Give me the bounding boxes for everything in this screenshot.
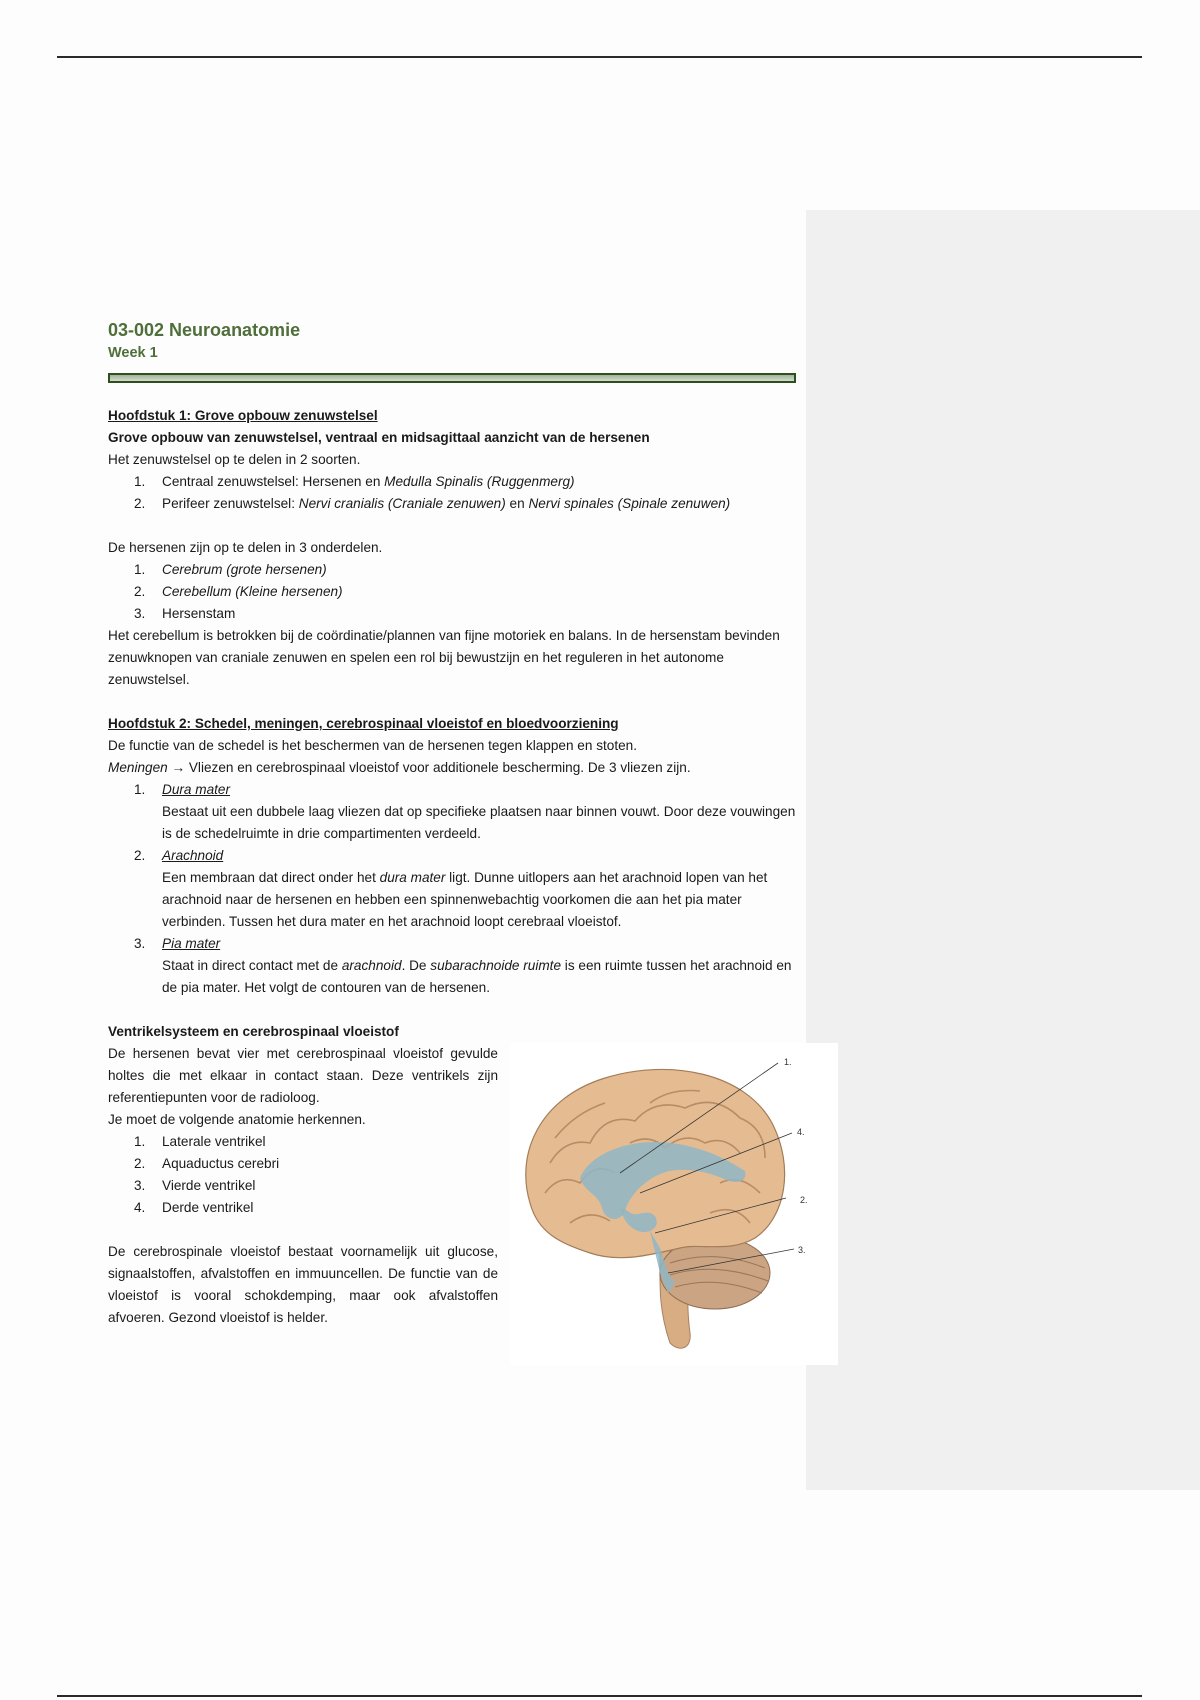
- ventricle-para1: De hersenen bevat vier met cerebrospinaal vloeistof gevulde holtes die met elkaar in contact staan. Deze ventrikels zijn referentiepunten voor de radioloog.: [108, 1046, 498, 1105]
- list-item: 1. Laterale ventrikel: [134, 1134, 266, 1149]
- list-item: 3. Pia mater Staat in direct contact met de arachnoid. De subarachnoide ruimte is een ruimte tussen het arachnoid en de pia mater. Het volgt de contouren van de hersenen.: [134, 936, 792, 995]
- list-item: 1. Cerebrum (grote hersenen): [134, 562, 327, 577]
- document-subtitle: Week 1: [108, 345, 158, 361]
- figure-label-4: 4.: [797, 1127, 805, 1137]
- figure-label-1: 1.: [784, 1057, 792, 1067]
- ventricle-list: [108, 1131, 498, 1219]
- list-item: 2. Aquaductus cerebri: [134, 1156, 280, 1171]
- list-item: 3. Vierde ventrikel: [134, 1178, 256, 1193]
- list-item: 2. Arachnoid Een membraan dat direct onder het dura mater ligt. Dunne uitlopers aan het arachnoid lopen van het arachnoid naar de hersenen en hebben een spinnenwebachtig voorkomen die aan het pia mater verbinden. Tussen het dura mater en het arachnoid loopt cerebraal vloeistof.: [134, 848, 768, 929]
- list-item: 2. Cerebellum (Kleine hersenen): [134, 584, 343, 599]
- document-body: [108, 317, 808, 1363]
- header-rule: [57, 56, 1142, 58]
- list-item: 2. Perifeer zenuwstelsel: Nervi cranialis (Craniale zenuwen) en Nervi spinales (Spinale zenuwen): [134, 496, 731, 511]
- chapter2-heading: Hoofdstuk 2: Schedel, meningen, cerebrospinaal vloeistof en bloedvoorziening: [108, 716, 619, 731]
- list-item: 1. Dura mater Bestaat uit een dubbele laag vliezen dat op specifieke plaatsen naar binnen vouwt. Door deze vouwingen is de schedelruimte in drie compartimenten verdeeld.: [134, 782, 796, 841]
- brain-ventricle-figure: [510, 1043, 838, 1365]
- figure-label-2: 2.: [800, 1195, 808, 1205]
- comment-pane: [806, 210, 1200, 1490]
- footer-rule: [57, 1695, 1142, 1697]
- list-item: 1. Centraal zenuwstelsel: Hersenen en Medulla Spinalis (Ruggenmerg): [134, 474, 575, 489]
- chapter2-line1: De functie van de schedel is het beschermen van de hersenen tegen klappen en stoten.: [108, 738, 638, 753]
- chapter1-heading: Hoofdstuk 1: Grove opbouw zenuwstelsel: [108, 408, 378, 423]
- ventricle-section: [108, 1043, 808, 1363]
- figure-label-3: 3.: [798, 1245, 806, 1255]
- ventricle-heading: Ventrikelsysteem en cerebrospinaal vloeistof: [108, 1024, 399, 1039]
- meninges-list: [108, 779, 798, 999]
- meningen-line: Meningen → Vliezen en cerebrospinaal vloeistof voor additionele bescherming. De 3 vliezen zijn.: [108, 760, 691, 775]
- ventricle-text: [108, 1043, 498, 1329]
- nervous-system-list: [108, 471, 798, 515]
- chapter1-paragraph: Het cerebellum is betrokken bij de coördinatie/plannen van fijne motoriek en balans. In de hersenstam bevinden zenuwknopen van craniale zenuwen en spelen een rol bij bewustzijn en het reguleren in het autonome zenuwstelsel.: [108, 628, 780, 687]
- document-title: 03-002 Neuroanatomie: [108, 320, 301, 340]
- ventricle-para3: De cerebrospinale vloeistof bestaat voornamelijk uit glucose, signaalstoffen, afvalstoffen en immuuncellen. De functie van de vloeistof is vooral schokdemping, maar ook afvalstoffen afvoeren. Gezond vloeistof is helder.: [108, 1244, 498, 1325]
- brain-parts-list: [108, 559, 798, 625]
- chapter1-subheading: Grove opbouw van zenuwstelsel, ventraal en midsagittaal aanzicht van de hersenen: [108, 430, 650, 445]
- list-item: 4. Derde ventrikel: [134, 1200, 254, 1215]
- chapter1-intro: Het zenuwstelsel op te delen in 2 soorten.: [108, 452, 361, 467]
- arrow-icon: →: [171, 760, 186, 775]
- list-item: 3. Hersenstam: [134, 606, 236, 621]
- chapter1-intro2: De hersenen zijn op te delen in 3 onderdelen.: [108, 540, 383, 555]
- title-bar: [108, 373, 796, 383]
- brain-illustration: [510, 1043, 838, 1365]
- ventricle-para2: Je moet de volgende anatomie herkennen.: [108, 1112, 366, 1127]
